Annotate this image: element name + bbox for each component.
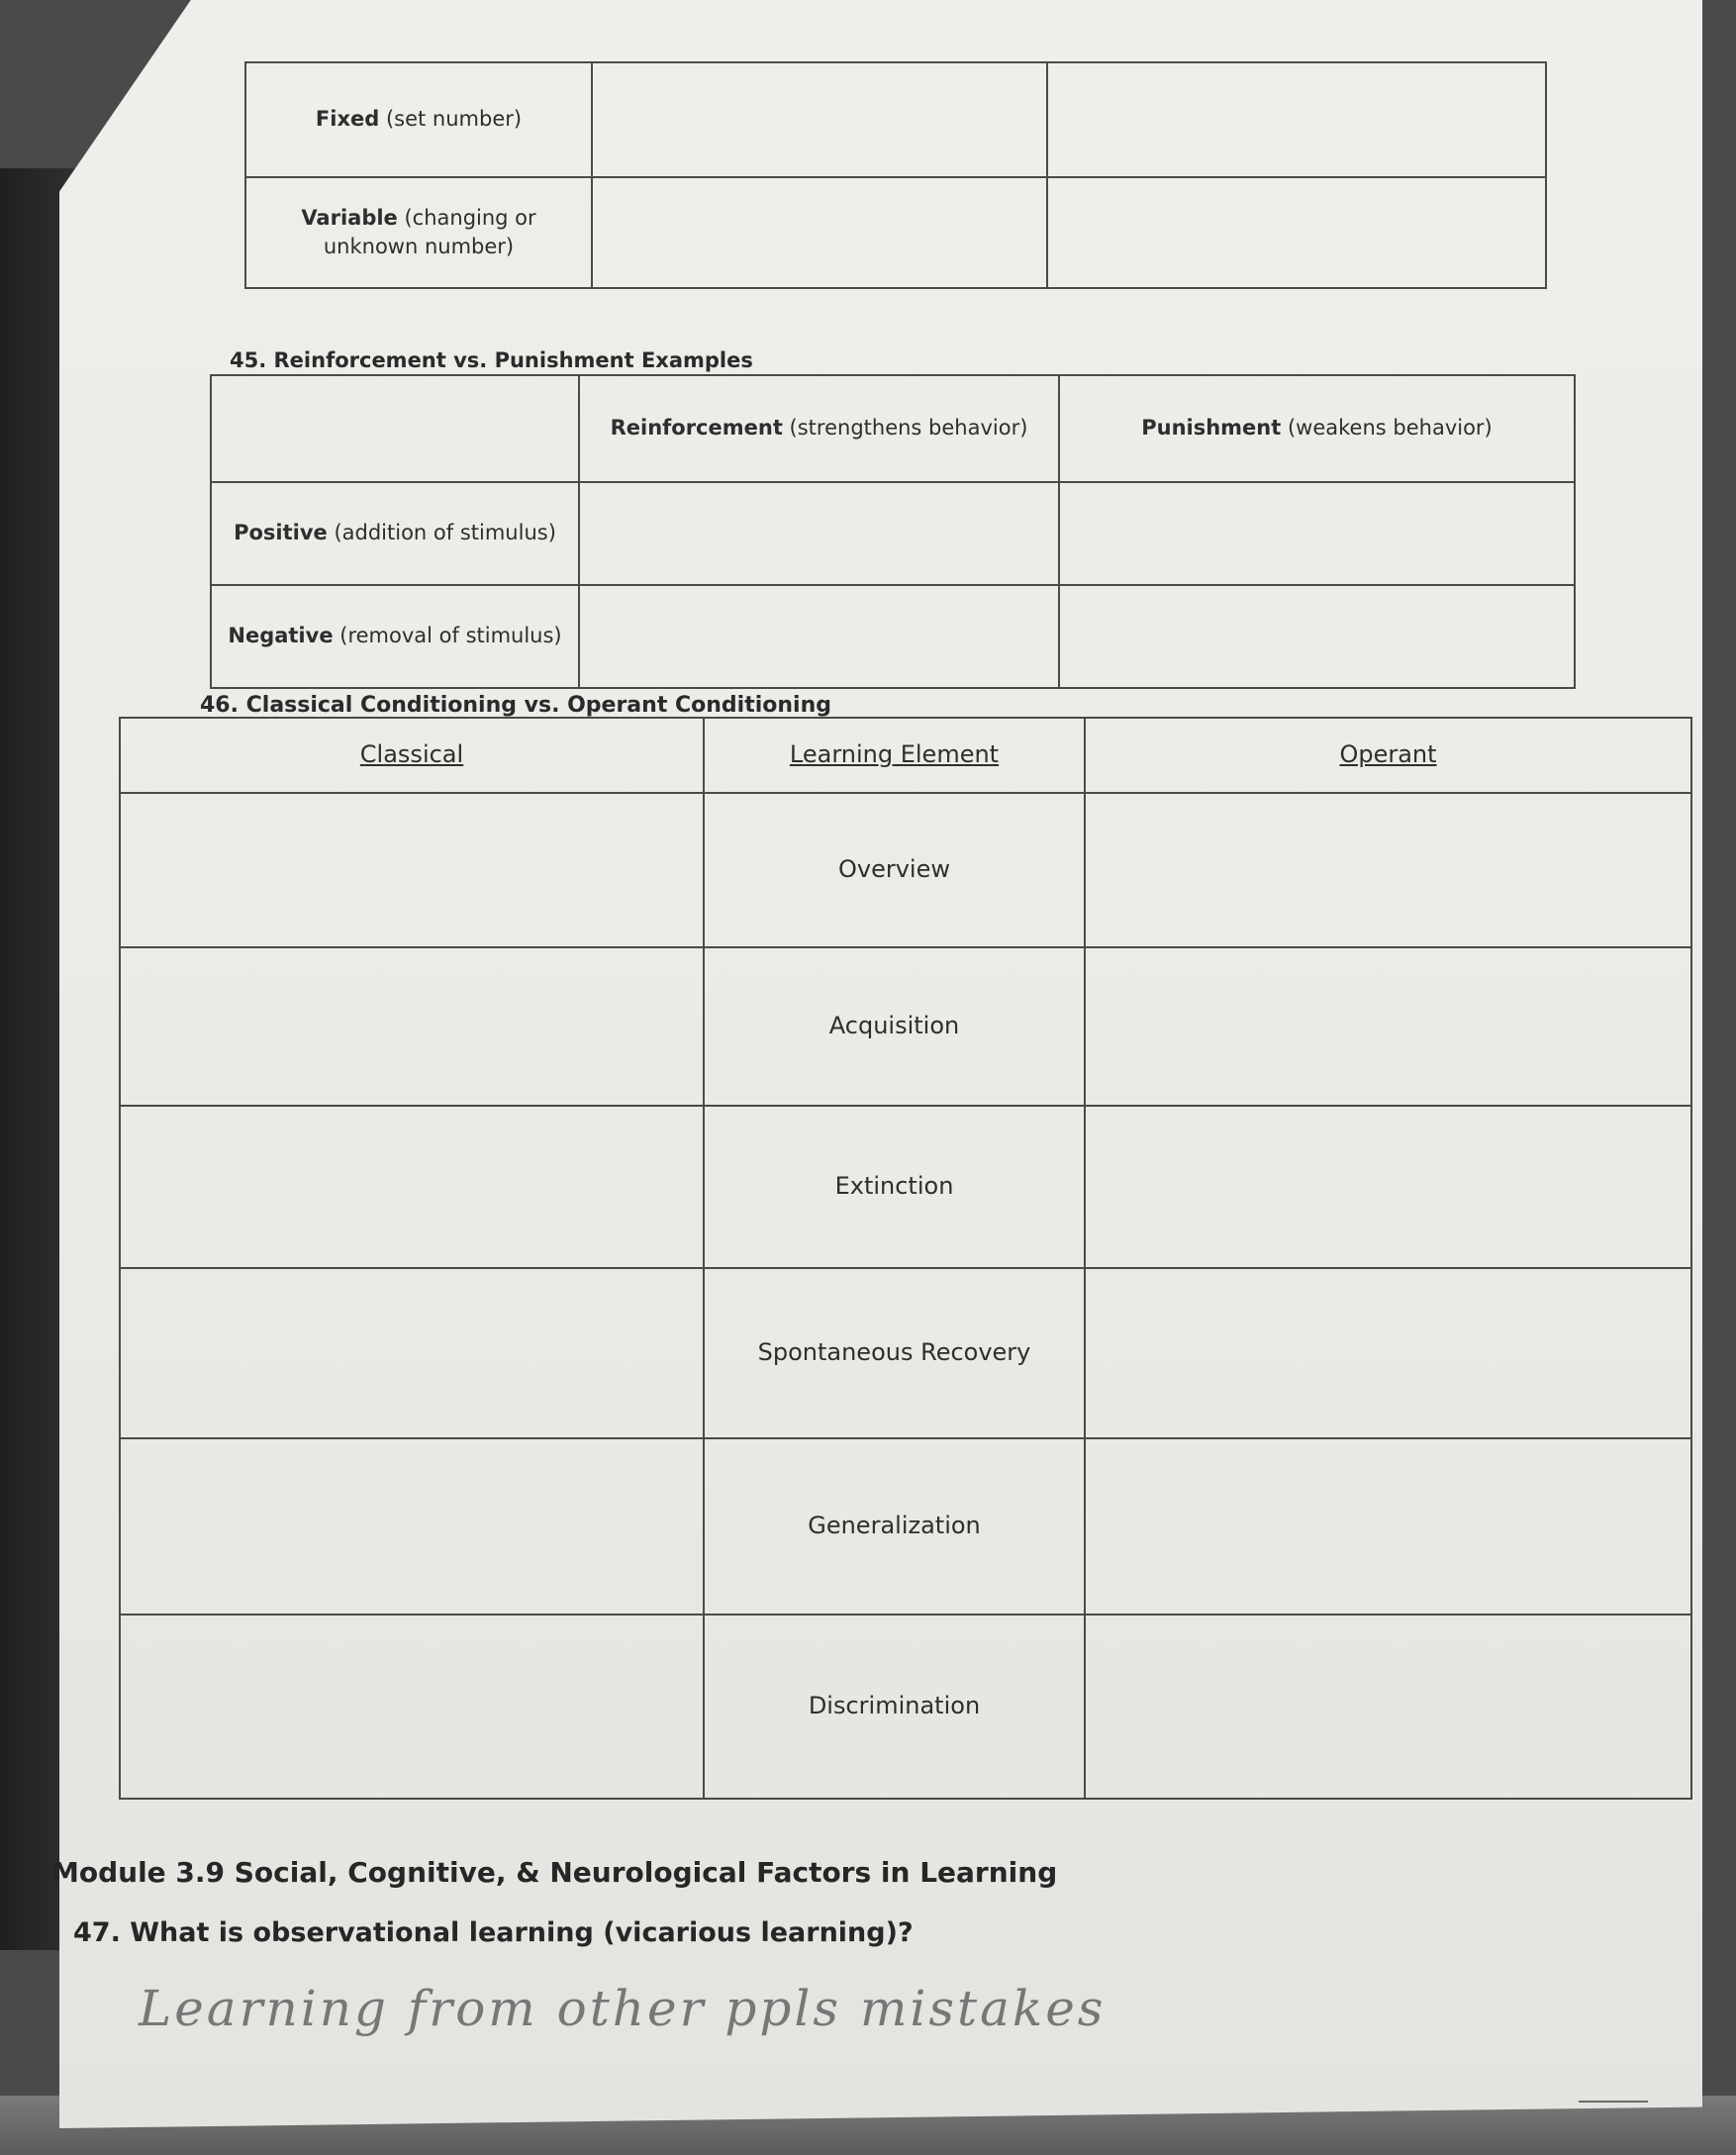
row-header-fixed bbox=[245, 62, 592, 177]
table-row bbox=[245, 62, 1546, 177]
row-header-variable bbox=[245, 177, 592, 288]
answer-cell[interactable] bbox=[1059, 482, 1575, 585]
table-row bbox=[211, 585, 1575, 688]
row-header-negative bbox=[211, 585, 579, 688]
schedule-table bbox=[244, 61, 1547, 289]
answer-cell[interactable] bbox=[579, 585, 1059, 688]
q46-title: 46. Classical Conditioning vs. Operant Conditioning bbox=[200, 693, 831, 718]
col-header-rest: (weakens behavior) bbox=[1281, 416, 1493, 441]
element-generalization: Generalization bbox=[704, 1438, 1085, 1615]
operant-answer-cell[interactable] bbox=[1085, 793, 1691, 947]
table-row bbox=[120, 1438, 1691, 1615]
operant-answer-cell[interactable] bbox=[1085, 947, 1691, 1106]
col-header-operant: Operant bbox=[1085, 718, 1691, 793]
operant-answer-cell[interactable] bbox=[1085, 1268, 1691, 1438]
classical-answer-cell[interactable] bbox=[120, 947, 704, 1106]
pen-mark bbox=[1579, 2101, 1648, 2103]
row-header-rest: (addition of stimulus) bbox=[327, 521, 556, 545]
classical-answer-cell[interactable] bbox=[120, 1615, 704, 1799]
q47-question bbox=[73, 1917, 914, 1948]
operant-answer-cell[interactable] bbox=[1085, 1438, 1691, 1615]
row-header-bold: Positive bbox=[234, 521, 328, 545]
answer-cell[interactable] bbox=[579, 482, 1059, 585]
table-row bbox=[120, 718, 1691, 793]
element-discrimination: Discrimination bbox=[704, 1615, 1085, 1799]
answer-cell[interactable] bbox=[592, 62, 1047, 177]
table-row bbox=[245, 177, 1546, 288]
row-header-rest: (removal of stimulus) bbox=[333, 624, 562, 648]
answer-cell[interactable] bbox=[1059, 585, 1575, 688]
row-header-positive bbox=[211, 482, 579, 585]
col-header-learning-element: Learning Element bbox=[704, 718, 1085, 793]
row-header-bold: Variable bbox=[301, 205, 398, 230]
q45-title: 45. Reinforcement vs. Punishment Examples bbox=[230, 348, 753, 372]
table-row bbox=[120, 1615, 1691, 1799]
table-row bbox=[120, 793, 1691, 947]
col-header-bold: Reinforcement bbox=[610, 416, 783, 441]
col-header-classical: Classical bbox=[120, 718, 704, 793]
q47-bold-term: observational learning bbox=[252, 1917, 594, 1948]
answer-cell[interactable] bbox=[592, 177, 1047, 288]
empty-corner-cell bbox=[211, 375, 579, 482]
handwritten-answer[interactable]: Learning from other ppls mistakes bbox=[139, 1980, 1107, 2037]
module-heading: Module 3.9 Social, Cognitive, & Neurological Factors in Learning bbox=[51, 1856, 1058, 1889]
q47-prefix: 47. What is bbox=[73, 1917, 253, 1948]
col-header-punishment bbox=[1059, 375, 1575, 482]
table-row bbox=[120, 1268, 1691, 1438]
answer-cell[interactable] bbox=[1047, 177, 1546, 288]
classical-answer-cell[interactable] bbox=[120, 1438, 704, 1615]
table-row bbox=[120, 947, 1691, 1106]
element-overview: Overview bbox=[704, 793, 1085, 947]
operant-answer-cell[interactable] bbox=[1085, 1106, 1691, 1268]
row-header-rest: (changing or unknown number) bbox=[323, 205, 536, 258]
element-spontaneous-recovery: Spontaneous Recovery bbox=[704, 1268, 1085, 1438]
col-header-bold: Punishment bbox=[1141, 416, 1282, 441]
classical-answer-cell[interactable] bbox=[120, 1106, 704, 1268]
classical-answer-cell[interactable] bbox=[120, 1268, 704, 1438]
row-header-rest: (set number) bbox=[379, 107, 523, 132]
col-header-reinforcement bbox=[579, 375, 1059, 482]
table-row bbox=[120, 1106, 1691, 1268]
element-acquisition: Acquisition bbox=[704, 947, 1085, 1106]
answer-cell[interactable] bbox=[1047, 62, 1546, 177]
operant-answer-cell[interactable] bbox=[1085, 1615, 1691, 1799]
row-header-bold: Negative bbox=[228, 624, 334, 648]
table-row bbox=[211, 482, 1575, 585]
col-header-rest: (strengthens behavior) bbox=[782, 416, 1028, 441]
conditioning-table bbox=[119, 717, 1692, 1800]
table-row bbox=[211, 375, 1575, 482]
row-header-bold: Fixed bbox=[315, 107, 380, 132]
reinforcement-punishment-table bbox=[210, 374, 1576, 689]
element-extinction: Extinction bbox=[704, 1106, 1085, 1268]
q47-suffix: (vicarious learning)? bbox=[593, 1917, 914, 1948]
classical-answer-cell[interactable] bbox=[120, 793, 704, 947]
